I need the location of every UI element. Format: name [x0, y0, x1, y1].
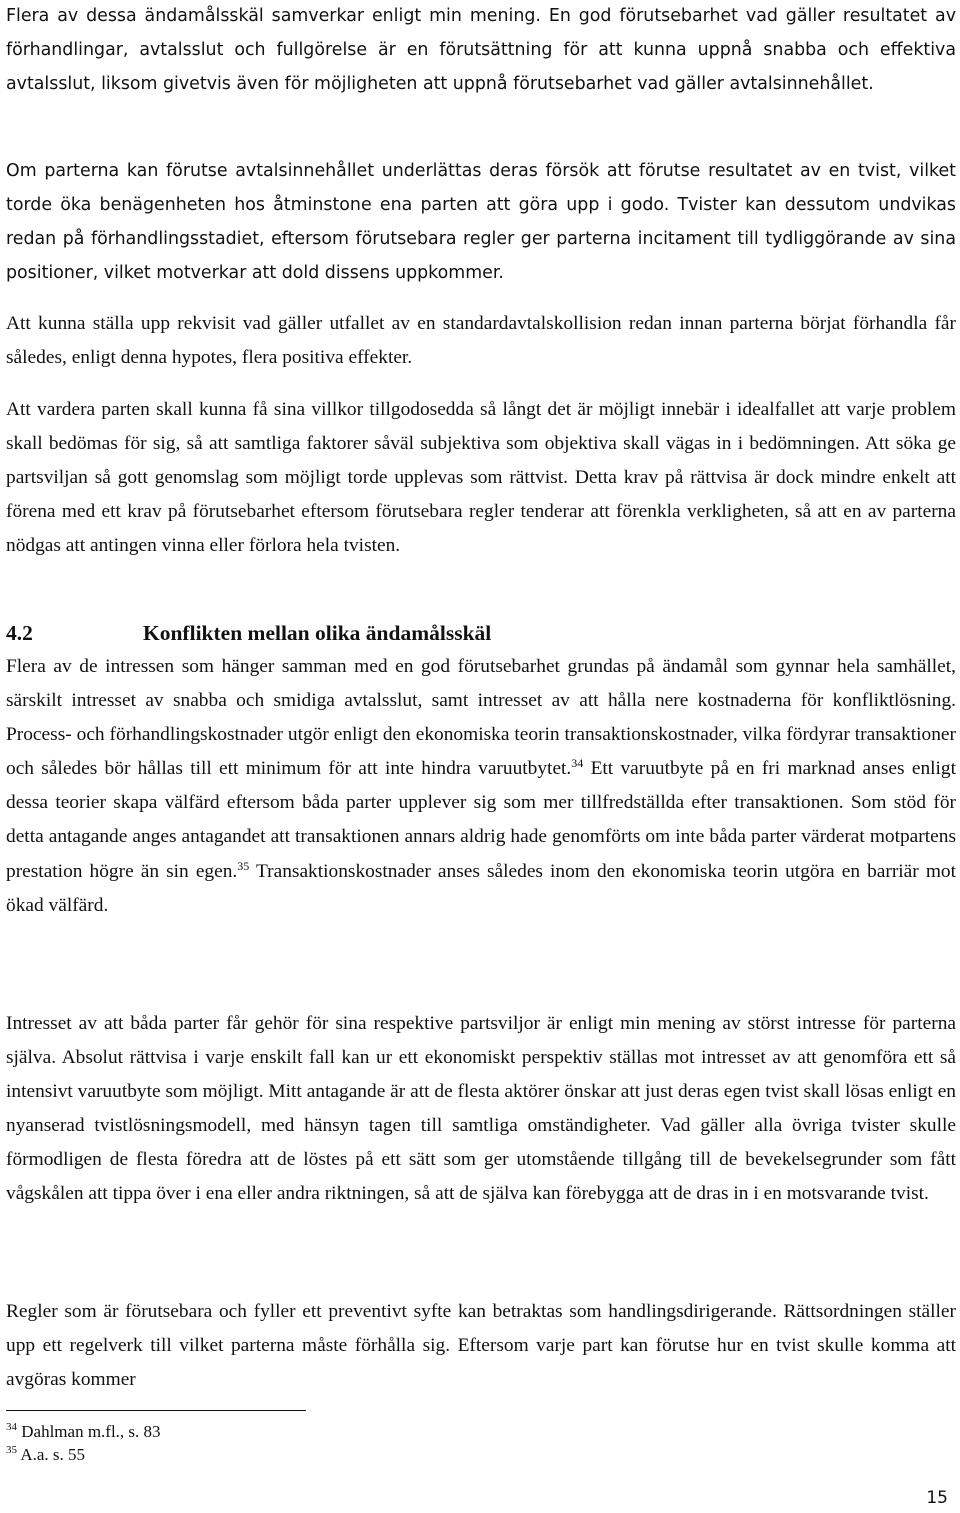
paragraph-1-part-2: En god förutsebarhet vad gäller resultatet av förhandlingar, avtalsslut och fullgörelse är en förutsättning för att kunna uppnå snabba och effektiva avtalsslut, liksom givetvis även för möjligheten att uppnå förutsebarhet vad gäller avtalsinnehållet. [6, 6, 956, 95]
page-number: 15 [926, 1488, 948, 1508]
paragraph-2 [6, 154, 956, 290]
footnote-separator [6, 1410, 306, 1411]
footnote-number: 35 [6, 1444, 17, 1456]
footnotes [6, 1420, 161, 1466]
paragraph-6: Intresset av att båda parter får gehör för sina respektive partsviljor är enligt min mening av störst intresse för parterna själva. Absolut rättvisa i varje enskilt fall kan ur ett ekonomiskt perspektiv ställas mot intresset av att genomföra ett så intensivt varuutbyte som möjligt. Mitt antagande är att de flesta aktörer önskar att just deras egen tvist skall lösas enligt en nyanserad tvistlösningsmodell, med hänsyn tagen till samtliga omständigheter. Vad gäller alla övriga tvister skulle förmodligen de flesta föredra att de löstes på ett sätt som ger utomstående tillgång till de bevekelsegrunder som fått vågskålen att tippa över i ena eller andra riktningen, så att de själva kan förebygga att de dras in i en motsvarande tvist. [6, 1013, 956, 1205]
section-title: Konflikten mellan olika ändamålsskäl [143, 621, 492, 645]
paragraph-1-part-1: Flera av dessa ändamålsskäl samverkar enligt min mening. [6, 6, 541, 26]
paragraph-5 [6, 650, 956, 923]
section-heading [6, 618, 956, 648]
footnote-item [6, 1443, 161, 1466]
paragraph-1 [6, 0, 956, 101]
footnote-reference-35[interactable]: 35 [237, 858, 250, 873]
paragraph-3: Att kunna ställa upp rekvisit vad gäller utfallet av en standardavtalskollision redan innan parterna börjat förhandla får således, enligt denna hypotes, flera positiva effekter. [6, 313, 956, 369]
section-number: 4.2 [6, 621, 33, 645]
paragraph-5-part-2: Ett varuutbyte på en fri marknad anses enligt dessa teorier skapa välfärd eftersom båda parter upplever sig som mer tillfredställda efter transaktionen. Som stöd för detta antagande anges antagandet att transaktionen annars aldrig hade genomförts om inte båda parter värderat motpartens prestation högre än sin egen. [6, 758, 957, 882]
footnote-reference-34[interactable]: 34 [571, 756, 584, 771]
footnote-text: Dahlman m.fl., s. 83 [21, 1422, 161, 1441]
paragraph-2-part-2: Tvister kan dessutom undvikas redan på förhandlingsstadiet, eftersom förutsebara regler ger parterna incitament till tydliggörande av sina positioner, vilket motverkar att dold dissens uppkommer. [6, 195, 956, 284]
paragraph-7: Regler som är förutsebara och fyller ett preventivt syfte kan betraktas som handlingsdirigerande. Rättsordningen ställer upp ett regelverk till vilket parterna måste förhålla sig. Eftersom varje part kan förutse hur en tvist skulle komma att avgöras kommer [6, 1301, 956, 1391]
paragraph-5-part-3: Transaktionskostnader anses således inom den ekonomiska teorin utgöra en barriär mot ökad välfärd. [6, 860, 956, 916]
paragraph-5-part-1: Flera av de intressen som hänger samman med en god förutsebarhet grundas på ändamål som gynnar hela samhället, särskilt intresset av snabba och smidiga avtalsslut, samt intresset av att hålla nere kostnaderna för konfliktlösning. Process- och förhandlingskostnader utgör enligt den ekonomiska teorin transaktionskostnader, vilka fördyrar transaktioner och således bör hållas till ett minimum för att inte hindra varuutbytet. [6, 656, 956, 780]
footnote-number: 34 [6, 1421, 17, 1433]
paragraph-4: Att vardera parten skall kunna få sina villkor tillgodosedda så långt det är möjligt innebär i idealfallet att varje problem skall bedömas för sig, så att samtliga faktorer såväl subjektiva som objektiva skall vägas in i bedömningen. Att söka ge partsviljan så gott genomslag som möjligt torde upplevas som rättvist. Detta krav på rättvisa är dock mindre enkelt att förena med ett krav på förutsebarhet eftersom förutsebara regler tenderar att förenkla verkligheten, så att en av parterna nödgas att antingen vinna eller förlora hela tvisten. [6, 399, 956, 557]
footnote-item [6, 1420, 161, 1443]
footnote-text: A.a. s. 55 [20, 1445, 86, 1464]
paragraph-2-part-1: Om parterna kan förutse avtalsinnehållet underlättas deras försök att förutse resultatet av en tvist, vilket torde öka benägenheten hos åtminstone ena parten att göra upp i godo. [6, 161, 956, 216]
